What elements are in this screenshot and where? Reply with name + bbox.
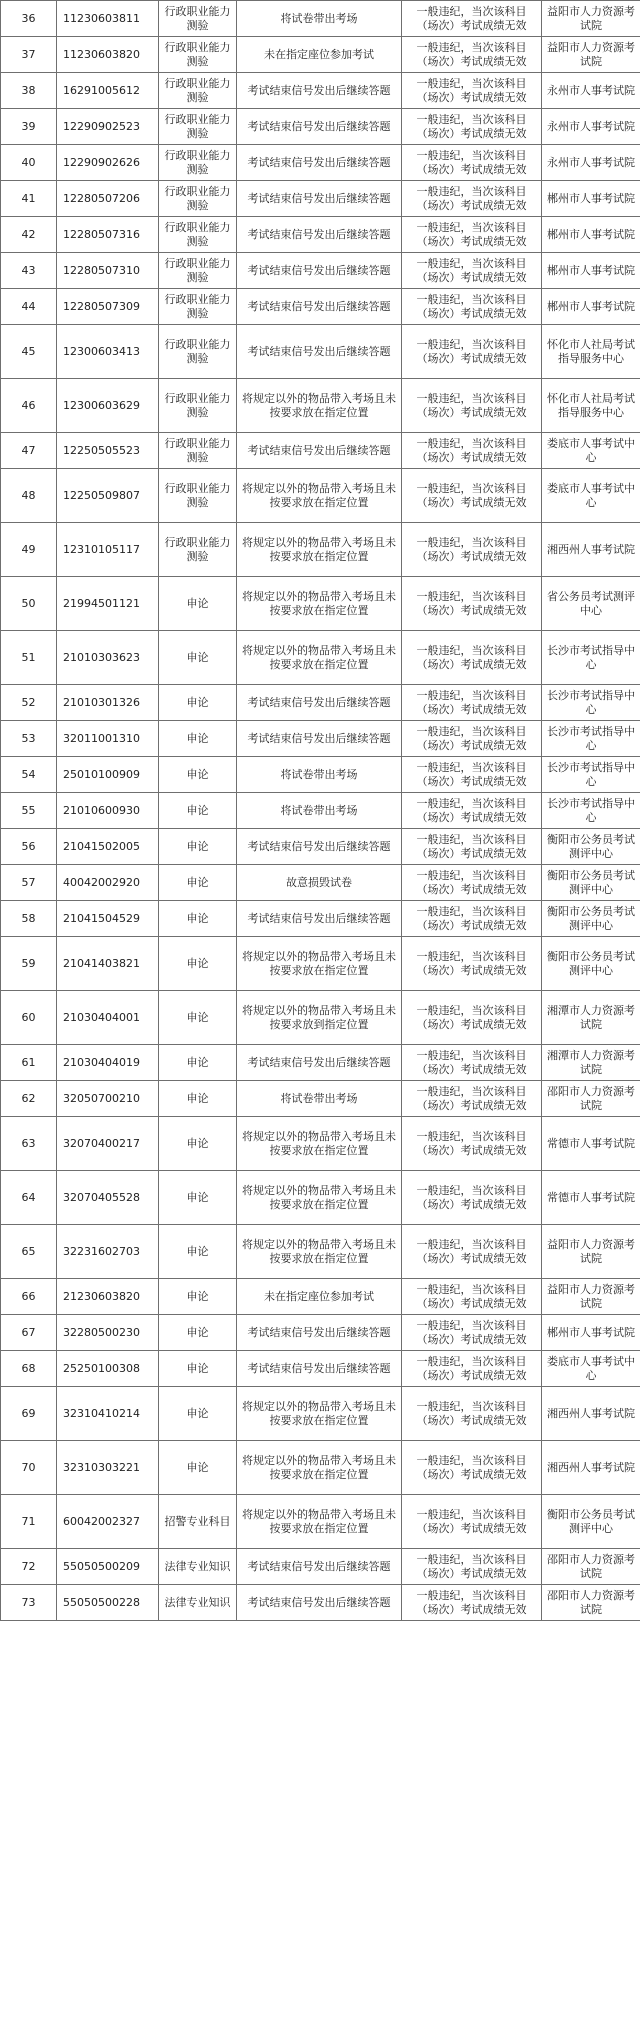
cell-agency: 邵阳市人力资源考试院 [542,1585,640,1621]
cell-behavior: 考试结束信号发出后继续答题 [237,1315,402,1351]
cell-exam-id: 32310303221 [57,1441,159,1495]
table-row [1,937,640,991]
cell-agency: 湘西州人事考试院 [542,1387,640,1441]
cell-result: 一般违纪，当次该科目（场次）考试成绩无效 [402,1387,542,1441]
table-row [1,253,640,289]
cell-agency: 怀化市人社局考试指导服务中心 [542,325,640,379]
cell-subject: 招警专业科目 [159,1495,237,1549]
cell-number: 42 [1,217,57,253]
cell-agency: 益阳市人力资源考试院 [542,37,640,73]
cell-exam-id: 12250509807 [57,469,159,523]
cell-result: 一般违纪，当次该科目（场次）考试成绩无效 [402,1315,542,1351]
violation-table-body [1,1,640,1621]
cell-number: 62 [1,1081,57,1117]
cell-exam-id: 32070400217 [57,1117,159,1171]
table-row [1,991,640,1045]
cell-exam-id: 16291005612 [57,73,159,109]
cell-number: 41 [1,181,57,217]
cell-behavior: 将规定以外的物品带入考场且未按要求放在指定位置 [237,1441,402,1495]
cell-subject: 申论 [159,991,237,1045]
cell-number: 44 [1,289,57,325]
cell-behavior: 考试结束信号发出后继续答题 [237,721,402,757]
cell-agency: 长沙市考试指导中心 [542,631,640,685]
cell-result: 一般违纪，当次该科目（场次）考试成绩无效 [402,1045,542,1081]
cell-number: 39 [1,109,57,145]
cell-behavior: 考试结束信号发出后继续答题 [237,145,402,181]
table-row [1,379,640,433]
table-row [1,757,640,793]
cell-result: 一般违纪，当次该科目（场次）考试成绩无效 [402,991,542,1045]
cell-subject: 申论 [159,937,237,991]
cell-number: 72 [1,1549,57,1585]
cell-agency: 衡阳市公务员考试测评中心 [542,865,640,901]
cell-subject: 申论 [159,1351,237,1387]
cell-result: 一般违纪，当次该科目（场次）考试成绩无效 [402,1225,542,1279]
cell-exam-id: 12290902626 [57,145,159,181]
cell-result: 一般违纪，当次该科目（场次）考试成绩无效 [402,829,542,865]
cell-subject: 行政职业能力测验 [159,73,237,109]
cell-agency: 怀化市人社局考试指导服务中心 [542,379,640,433]
cell-exam-id: 21041403821 [57,937,159,991]
cell-result: 一般违纪，当次该科目（场次）考试成绩无效 [402,1495,542,1549]
cell-result: 一般违纪，当次该科目（场次）考试成绩无效 [402,37,542,73]
cell-result: 一般违纪，当次该科目（场次）考试成绩无效 [402,217,542,253]
table-row [1,109,640,145]
cell-result: 一般违纪，当次该科目（场次）考试成绩无效 [402,433,542,469]
cell-exam-id: 21010301326 [57,685,159,721]
table-row [1,325,640,379]
cell-agency: 娄底市人事考试中心 [542,433,640,469]
cell-result: 一般违纪，当次该科目（场次）考试成绩无效 [402,109,542,145]
cell-number: 64 [1,1171,57,1225]
cell-result: 一般违纪，当次该科目（场次）考试成绩无效 [402,865,542,901]
cell-agency: 湘潭市人力资源考试院 [542,991,640,1045]
cell-exam-id: 55050500209 [57,1549,159,1585]
cell-exam-id: 21010600930 [57,793,159,829]
cell-result: 一般违纪，当次该科目（场次）考试成绩无效 [402,721,542,757]
cell-subject: 行政职业能力测验 [159,217,237,253]
cell-number: 63 [1,1117,57,1171]
table-row [1,1549,640,1585]
cell-behavior: 将规定以外的物品带入考场且未按要求放在指定位置 [237,577,402,631]
table-row [1,1045,640,1081]
cell-agency: 益阳市人力资源考试院 [542,1279,640,1315]
table-row [1,37,640,73]
cell-result: 一般违纪，当次该科目（场次）考试成绩无效 [402,1585,542,1621]
cell-exam-id: 11230603820 [57,37,159,73]
cell-agency: 衡阳市公务员考试测评中心 [542,829,640,865]
cell-number: 53 [1,721,57,757]
cell-number: 71 [1,1495,57,1549]
cell-number: 49 [1,523,57,577]
cell-agency: 永州市人事考试院 [542,73,640,109]
cell-subject: 申论 [159,793,237,829]
cell-subject: 行政职业能力测验 [159,379,237,433]
cell-result: 一般违纪，当次该科目（场次）考试成绩无效 [402,901,542,937]
cell-exam-id: 32011001310 [57,721,159,757]
cell-agency: 益阳市人力资源考试院 [542,1,640,37]
cell-result: 一般违纪，当次该科目（场次）考试成绩无效 [402,1171,542,1225]
cell-result: 一般违纪，当次该科目（场次）考试成绩无效 [402,937,542,991]
cell-number: 47 [1,433,57,469]
table-row [1,1,640,37]
cell-exam-id: 12280507309 [57,289,159,325]
cell-agency: 长沙市考试指导中心 [542,757,640,793]
cell-result: 一般违纪，当次该科目（场次）考试成绩无效 [402,379,542,433]
cell-behavior: 考试结束信号发出后继续答题 [237,73,402,109]
table-row [1,145,640,181]
cell-behavior: 考试结束信号发出后继续答题 [237,1045,402,1081]
cell-number: 48 [1,469,57,523]
table-row [1,1441,640,1495]
cell-agency: 娄底市人事考试中心 [542,469,640,523]
cell-number: 55 [1,793,57,829]
cell-behavior: 将规定以外的物品带入考场且未按要求放在指定位置 [237,937,402,991]
cell-subject: 行政职业能力测验 [159,145,237,181]
cell-subject: 申论 [159,1387,237,1441]
table-row [1,901,640,937]
cell-agency: 郴州市人事考试院 [542,253,640,289]
table-row [1,631,640,685]
cell-result: 一般违纪，当次该科目（场次）考试成绩无效 [402,1549,542,1585]
cell-behavior: 考试结束信号发出后继续答题 [237,829,402,865]
table-row [1,829,640,865]
cell-behavior: 将规定以外的物品带入考场且未按要求放在指定位置 [237,523,402,577]
cell-subject: 申论 [159,829,237,865]
cell-exam-id: 32070405528 [57,1171,159,1225]
cell-result: 一般违纪，当次该科目（场次）考试成绩无效 [402,631,542,685]
cell-subject: 申论 [159,721,237,757]
cell-result: 一般违纪，当次该科目（场次）考试成绩无效 [402,1351,542,1387]
cell-number: 66 [1,1279,57,1315]
cell-exam-id: 21041504529 [57,901,159,937]
cell-subject: 申论 [159,901,237,937]
cell-exam-id: 21010303623 [57,631,159,685]
cell-subject: 申论 [159,1441,237,1495]
cell-exam-id: 55050500228 [57,1585,159,1621]
cell-behavior: 未在指定座位参加考试 [237,1279,402,1315]
cell-behavior: 考试结束信号发出后继续答题 [237,1549,402,1585]
cell-number: 54 [1,757,57,793]
table-row [1,523,640,577]
table-row [1,1171,640,1225]
cell-subject: 申论 [159,865,237,901]
cell-exam-id: 32231602703 [57,1225,159,1279]
cell-number: 60 [1,991,57,1045]
cell-exam-id: 32050700210 [57,1081,159,1117]
cell-number: 59 [1,937,57,991]
table-row [1,1279,640,1315]
cell-exam-id: 32280500230 [57,1315,159,1351]
table-row [1,1387,640,1441]
cell-result: 一般违纪，当次该科目（场次）考试成绩无效 [402,469,542,523]
table-row [1,1225,640,1279]
cell-behavior: 将试卷带出考场 [237,1,402,37]
cell-result: 一般违纪，当次该科目（场次）考试成绩无效 [402,145,542,181]
cell-number: 68 [1,1351,57,1387]
cell-agency: 常德市人事考试院 [542,1171,640,1225]
table-row [1,1351,640,1387]
cell-number: 50 [1,577,57,631]
cell-subject: 申论 [159,1081,237,1117]
cell-behavior: 考试结束信号发出后继续答题 [237,109,402,145]
cell-result: 一般违纪，当次该科目（场次）考试成绩无效 [402,1,542,37]
cell-number: 40 [1,145,57,181]
cell-result: 一般违纪，当次该科目（场次）考试成绩无效 [402,73,542,109]
cell-result: 一般违纪，当次该科目（场次）考试成绩无效 [402,577,542,631]
cell-exam-id: 25010100909 [57,757,159,793]
cell-subject: 行政职业能力测验 [159,289,237,325]
cell-subject: 行政职业能力测验 [159,325,237,379]
cell-agency: 郴州市人事考试院 [542,289,640,325]
cell-result: 一般违纪，当次该科目（场次）考试成绩无效 [402,289,542,325]
cell-number: 57 [1,865,57,901]
cell-agency: 湘潭市人力资源考试院 [542,1045,640,1081]
cell-number: 36 [1,1,57,37]
cell-number: 67 [1,1315,57,1351]
table-row [1,181,640,217]
cell-agency: 湘西州人事考试院 [542,1441,640,1495]
cell-result: 一般违纪，当次该科目（场次）考试成绩无效 [402,685,542,721]
cell-exam-id: 12300603629 [57,379,159,433]
cell-number: 38 [1,73,57,109]
cell-exam-id: 21230603820 [57,1279,159,1315]
cell-subject: 行政职业能力测验 [159,181,237,217]
cell-exam-id: 32310410214 [57,1387,159,1441]
table-row [1,1117,640,1171]
cell-number: 70 [1,1441,57,1495]
cell-exam-id: 12300603413 [57,325,159,379]
cell-subject: 行政职业能力测验 [159,109,237,145]
cell-behavior: 将规定以外的物品带入考场且未按要求放在指定位置 [237,379,402,433]
cell-behavior: 未在指定座位参加考试 [237,37,402,73]
cell-behavior: 考试结束信号发出后继续答题 [237,685,402,721]
cell-result: 一般违纪，当次该科目（场次）考试成绩无效 [402,523,542,577]
cell-subject: 申论 [159,1045,237,1081]
table-row [1,1315,640,1351]
cell-number: 37 [1,37,57,73]
cell-behavior: 考试结束信号发出后继续答题 [237,433,402,469]
cell-subject: 行政职业能力测验 [159,433,237,469]
cell-agency: 邵阳市人力资源考试院 [542,1549,640,1585]
cell-subject: 申论 [159,685,237,721]
cell-behavior: 考试结束信号发出后继续答题 [237,181,402,217]
table-row [1,289,640,325]
cell-result: 一般违纪，当次该科目（场次）考试成绩无效 [402,325,542,379]
cell-behavior: 将规定以外的物品带入考场且未按要求放在指定位置 [237,1387,402,1441]
cell-exam-id: 21030404019 [57,1045,159,1081]
cell-agency: 常德市人事考试院 [542,1117,640,1171]
cell-result: 一般违纪，当次该科目（场次）考试成绩无效 [402,1279,542,1315]
cell-result: 一般违纪，当次该科目（场次）考试成绩无效 [402,757,542,793]
cell-behavior: 将规定以外的物品带入考场且未按要求放在指定位置 [237,469,402,523]
cell-agency: 长沙市考试指导中心 [542,793,640,829]
cell-subject: 申论 [159,1171,237,1225]
cell-behavior: 考试结束信号发出后继续答题 [237,1585,402,1621]
cell-exam-id: 12280507310 [57,253,159,289]
table-row [1,1081,640,1117]
cell-number: 52 [1,685,57,721]
cell-behavior: 考试结束信号发出后继续答题 [237,325,402,379]
cell-result: 一般违纪，当次该科目（场次）考试成绩无效 [402,1441,542,1495]
cell-subject: 申论 [159,1315,237,1351]
cell-agency: 郴州市人事考试院 [542,1315,640,1351]
cell-exam-id: 21041502005 [57,829,159,865]
cell-exam-id: 12280507206 [57,181,159,217]
cell-subject: 行政职业能力测验 [159,253,237,289]
cell-behavior: 考试结束信号发出后继续答题 [237,253,402,289]
table-row [1,721,640,757]
cell-exam-id: 21030404001 [57,991,159,1045]
cell-number: 58 [1,901,57,937]
cell-behavior: 故意损毁试卷 [237,865,402,901]
cell-behavior: 将试卷带出考场 [237,793,402,829]
cell-agency: 郴州市人事考试院 [542,181,640,217]
cell-agency: 衡阳市公务员考试测评中心 [542,937,640,991]
cell-subject: 行政职业能力测验 [159,469,237,523]
cell-subject: 法律专业知识 [159,1585,237,1621]
cell-behavior: 将规定以外的物品带入考场且未按要求放在指定位置 [237,1495,402,1549]
cell-number: 45 [1,325,57,379]
cell-exam-id: 11230603811 [57,1,159,37]
cell-behavior: 考试结束信号发出后继续答题 [237,901,402,937]
cell-subject: 行政职业能力测验 [159,1,237,37]
table-row [1,217,640,253]
cell-result: 一般违纪，当次该科目（场次）考试成绩无效 [402,1081,542,1117]
cell-agency: 长沙市考试指导中心 [542,685,640,721]
table-row [1,469,640,523]
cell-number: 73 [1,1585,57,1621]
cell-exam-id: 25250100308 [57,1351,159,1387]
cell-exam-id: 60042002327 [57,1495,159,1549]
cell-agency: 衡阳市公务员考试测评中心 [542,1495,640,1549]
table-row [1,685,640,721]
cell-agency: 省公务员考试测评中心 [542,577,640,631]
cell-subject: 法律专业知识 [159,1549,237,1585]
cell-subject: 申论 [159,1117,237,1171]
cell-agency: 娄底市人事考试中心 [542,1351,640,1387]
cell-subject: 申论 [159,631,237,685]
table-row [1,577,640,631]
cell-result: 一般违纪，当次该科目（场次）考试成绩无效 [402,181,542,217]
table-row [1,865,640,901]
cell-exam-id: 12250505523 [57,433,159,469]
cell-agency: 永州市人事考试院 [542,145,640,181]
table-row [1,73,640,109]
cell-agency: 长沙市考试指导中心 [542,721,640,757]
table-row [1,793,640,829]
cell-subject: 申论 [159,1225,237,1279]
cell-behavior: 将规定以外的物品带入考场且未按要求放在指定位置 [237,1225,402,1279]
cell-behavior: 将试卷带出考场 [237,1081,402,1117]
cell-agency: 邵阳市人力资源考试院 [542,1081,640,1117]
cell-exam-id: 12310105117 [57,523,159,577]
cell-number: 69 [1,1387,57,1441]
cell-number: 43 [1,253,57,289]
cell-behavior: 将规定以外的物品带入考场且未按要求放在指定位置 [237,1117,402,1171]
cell-exam-id: 40042002920 [57,865,159,901]
cell-subject: 行政职业能力测验 [159,523,237,577]
cell-exam-id: 12290902523 [57,109,159,145]
cell-agency: 衡阳市公务员考试测评中心 [542,901,640,937]
cell-agency: 永州市人事考试院 [542,109,640,145]
cell-number: 51 [1,631,57,685]
cell-number: 61 [1,1045,57,1081]
cell-agency: 益阳市人力资源考试院 [542,1225,640,1279]
cell-behavior: 考试结束信号发出后继续答题 [237,217,402,253]
cell-behavior: 考试结束信号发出后继续答题 [237,289,402,325]
cell-behavior: 考试结束信号发出后继续答题 [237,1351,402,1387]
cell-agency: 郴州市人事考试院 [542,217,640,253]
cell-subject: 申论 [159,1279,237,1315]
cell-behavior: 将试卷带出考场 [237,757,402,793]
cell-subject: 申论 [159,757,237,793]
cell-number: 65 [1,1225,57,1279]
table-row [1,433,640,469]
cell-subject: 申论 [159,577,237,631]
cell-result: 一般违纪，当次该科目（场次）考试成绩无效 [402,793,542,829]
cell-behavior: 将规定以外的物品带入考场且未按要求放到指定位置 [237,991,402,1045]
cell-number: 46 [1,379,57,433]
cell-exam-id: 12280507316 [57,217,159,253]
cell-number: 56 [1,829,57,865]
cell-behavior: 将规定以外的物品带入考场且未按要求放在指定位置 [237,1171,402,1225]
cell-result: 一般违纪，当次该科目（场次）考试成绩无效 [402,253,542,289]
table-row [1,1495,640,1549]
cell-result: 一般违纪，当次该科目（场次）考试成绩无效 [402,1117,542,1171]
table-row [1,1585,640,1621]
cell-exam-id: 21994501121 [57,577,159,631]
cell-subject: 行政职业能力测验 [159,37,237,73]
cell-behavior: 将规定以外的物品带入考场且未按要求放在指定位置 [237,631,402,685]
cell-agency: 湘西州人事考试院 [542,523,640,577]
